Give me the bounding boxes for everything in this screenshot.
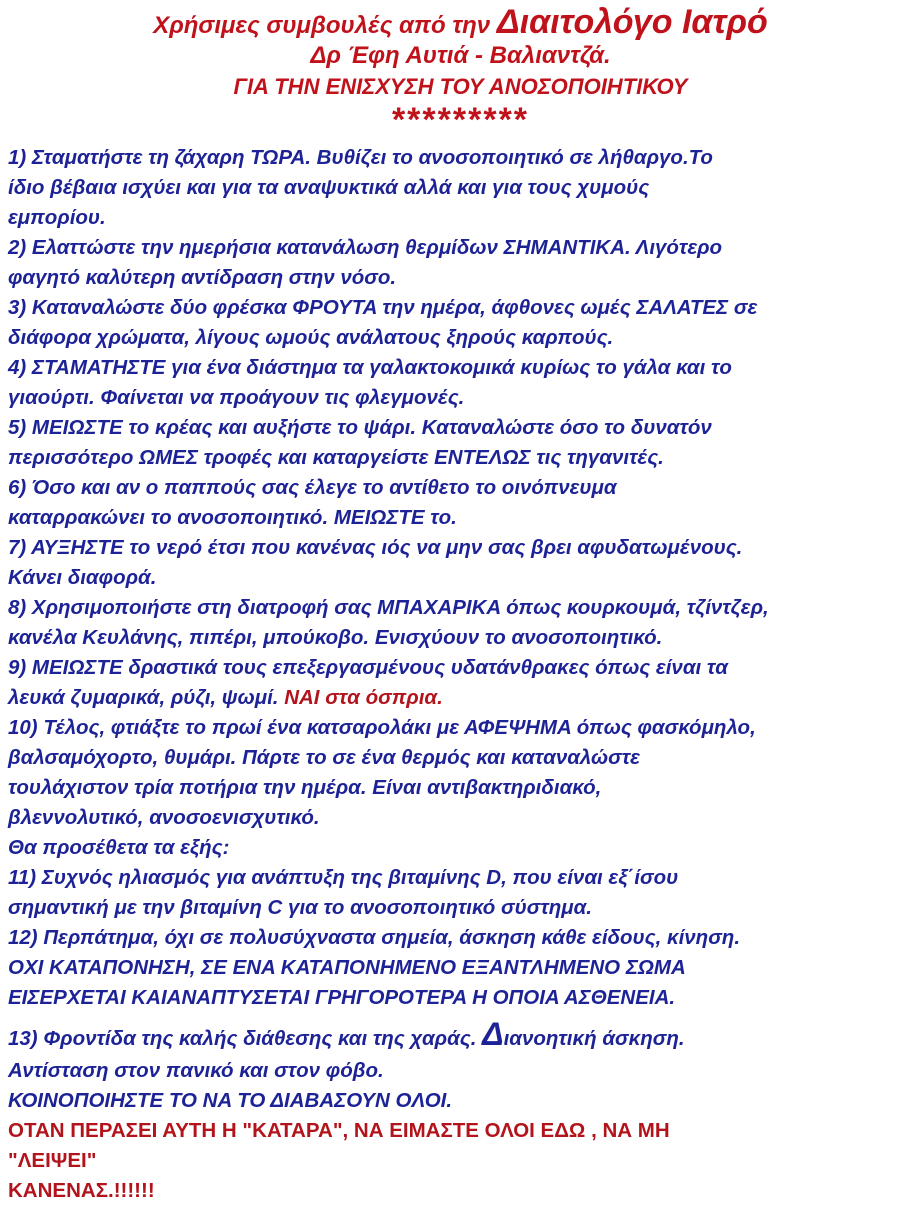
tip-13-initial: Δ: [482, 1016, 504, 1052]
tip-2-line-1: 2) Ελαττώστε την ημερήσια κατανάλωση θερμίδων ΣΗΜΑΝΤΙΚΑ. Λιγότερο: [8, 236, 723, 259]
tip-10-line-2: βαλσαμόχορτο, θυμάρι. Πάρτε το σε ένα θερμός και καταναλώστε: [8, 746, 640, 769]
tip-7-line-2: Κάνει διαφορά.: [8, 566, 157, 589]
tip-12-line-1: 12) Περπάτημα, όχι σε πολυσύχναστα σημεία, άσκηση κάθε είδους, κίνηση.: [8, 926, 741, 949]
tip-9-line-2: [8, 683, 913, 713]
page-title: [0, 4, 921, 44]
author-line: Δρ Έφη Αυτιά - Βαλιαντζά.: [310, 42, 611, 69]
tip-10-line-1: 10) Τέλος, φτιάξτε το πρωί ένα κατσαρολάκι με ΑΦΕΨΗΜΑ όπως φασκόμηλο,: [8, 716, 756, 739]
tip-10-line-4: βλεννολυτικό, ανοσοενισχυτικό.: [8, 806, 320, 829]
tip-9-line-1: 9) ΜΕΙΩΣΤΕ δραστικά τους επεξεργασμένους υδατάνθρακες όπως είναι τα: [8, 656, 729, 679]
tips-list: [8, 143, 913, 1052]
stars-divider: *********: [391, 101, 530, 139]
tip-3-line-1: 3) Καταναλώστε δύο φρέσκα ΦΡΟΥΤΑ την ημέρα, άφθονες ωμές ΣΑΛΑΤΕΣ σε: [8, 296, 758, 319]
tip-6-line-1: 6) Όσο και αν ο παππούς σας έλεγε το αντίθετο το οινόπνευμα: [8, 476, 617, 499]
closing-line-1: Αντίσταση στον πανικό και στον φόβο.: [8, 1059, 384, 1082]
tip-12-line-3: ΕΙΣΕΡΧΕΤΑΙ ΚΑΙΑΝΑΠΤΥΣΕΤΑΙ ΓΡΗΓΟΡΟΤΕΡΑ Η ΟΠΟΙΑ ΑΣΘΕΝΕΙΑ.: [8, 986, 676, 1009]
tip-2-line-2: φαγητό καλύτερη αντίδραση στην νόσο.: [8, 266, 397, 289]
tip-13-text-end: ιανοητική άσκηση.: [503, 1027, 685, 1050]
tip-12-line-2: ΟΧΙ ΚΑΤΑΠΟΝΗΣΗ, ΣΕ ΕΝΑ ΚΑΤΑΠΟΝΗΜΕΝΟ ΕΞΑΝΤΛΗΜΕΝΟ ΣΩΜΑ: [8, 956, 686, 979]
tip-9-text: λευκά ζυμαρικά, ρύζι, ψωμί.: [8, 686, 285, 709]
tip-8-line-2: κανέλα Κευλάνης, πιπέρι, μπούκοβο. Ενισχύουν το ανοσοποιητικό.: [8, 626, 663, 649]
tip-1-line-1: 1) Σταματήστε τη ζάχαρη ΤΩΡΑ. Βυθίζει το ανοσοποιητικό σε λήθαργο.Το: [8, 146, 713, 169]
tip-9-highlight: ΝΑΙ στα όσπρια.: [284, 686, 443, 709]
tip-7-line-1: 7) ΑΥΞΗΣΤΕ το νερό έτσι που κανένας ιός να μην σας βρει αφυδατωμένους.: [8, 536, 743, 559]
closing-line-3: ΟΤΑΝ ΠΕΡΑΣΕΙ ΑΥΤΗ Η "ΚΑΤΑΡΑ", ΝΑ ΕΙΜΑΣΤΕ ΟΛΟΙ ΕΔΩ , ΝΑ ΜΗ: [8, 1119, 670, 1142]
tip-5-line-1: 5) ΜΕΙΩΣΤΕ το κρέας και αυξήστε το ψάρι. Καταναλώστε όσο το δυνατόν: [8, 416, 712, 439]
closing-line-2: ΚΟΙΝΟΠΟΙΗΣΤΕ ΤΟ ΝΑ ΤΟ ΔΙΑΒΑΣΟΥΝ ΟΛΟΙ.: [8, 1089, 453, 1112]
title-prefix: Χρήσιμες συμβουλές από την: [153, 12, 497, 39]
additions-intro: Θα προσέθετα τα εξής:: [8, 836, 230, 859]
tip-11-line-1: 11) Συχνός ηλιασμός για ανάπτυξη της βιταμίνης D, που είναι εξ΄ίσου: [8, 866, 679, 889]
tip-8-line-1: 8) Χρησιμοποιήστε στη διατροφή σας ΜΠΑΧΑΡΙΚΑ όπως κουρκουμά, τζίντζερ,: [8, 596, 769, 619]
topic-line: ΓΙΑ ΤΗΝ ΕΝΙΣΧΥΣΗ ΤΟΥ ΑΝΟΣΟΠΟΙΗΤΙΚΟΥ: [233, 74, 688, 99]
tip-13-line-1: [8, 1016, 913, 1052]
tip-3-line-2: διάφορα χρώματα, λίγους ωμούς ανάλατους ξηρούς καρπούς.: [8, 326, 614, 349]
tip-1-line-2: ίδιο βέβαια ισχύει και για τα αναψυκτικά αλλά και για τους χυμούς: [8, 176, 650, 199]
tip-1-line-3: εμπορίου.: [8, 206, 106, 229]
tip-11-line-2: σημαντική με την βιταμίνη C για το ανοσοποιητικό σύστημα.: [8, 896, 592, 919]
closing-message: [8, 1056, 913, 1206]
tip-5-line-2: περισσότερο ΩΜΕΣ τροφές και καταργείστε ΕΝΤΕΛΩΣ τις τηγανιτές.: [8, 446, 664, 469]
closing-line-5: ΚΑΝΕΝΑΣ.!!!!!!: [8, 1179, 155, 1202]
tip-13-text: 13) Φροντίδα της καλής διάθεσης και της χαράς.: [8, 1027, 483, 1050]
tip-4-line-2: γιαούρτι. Φαίνεται να προάγουν τις φλεγμονές.: [8, 386, 465, 409]
closing-line-4: "ΛΕΙΨΕΙ": [8, 1149, 97, 1172]
tip-4-line-1: 4) ΣΤΑΜΑΤΗΣΤΕ για ένα διάστημα τα γαλακτοκομικά κυρίως το γάλα και το: [8, 356, 732, 379]
tip-6-line-2: καταρρακώνει το ανοσοποιητικό. ΜΕΙΩΣΤΕ το.: [8, 506, 457, 529]
title-highlight: Διαιτολόγο Ιατρό: [496, 3, 768, 41]
tip-10-line-3: τουλάχιστον τρία ποτήρια την ημέρα. Είναι αντιβακτηριδιακό,: [8, 776, 602, 799]
